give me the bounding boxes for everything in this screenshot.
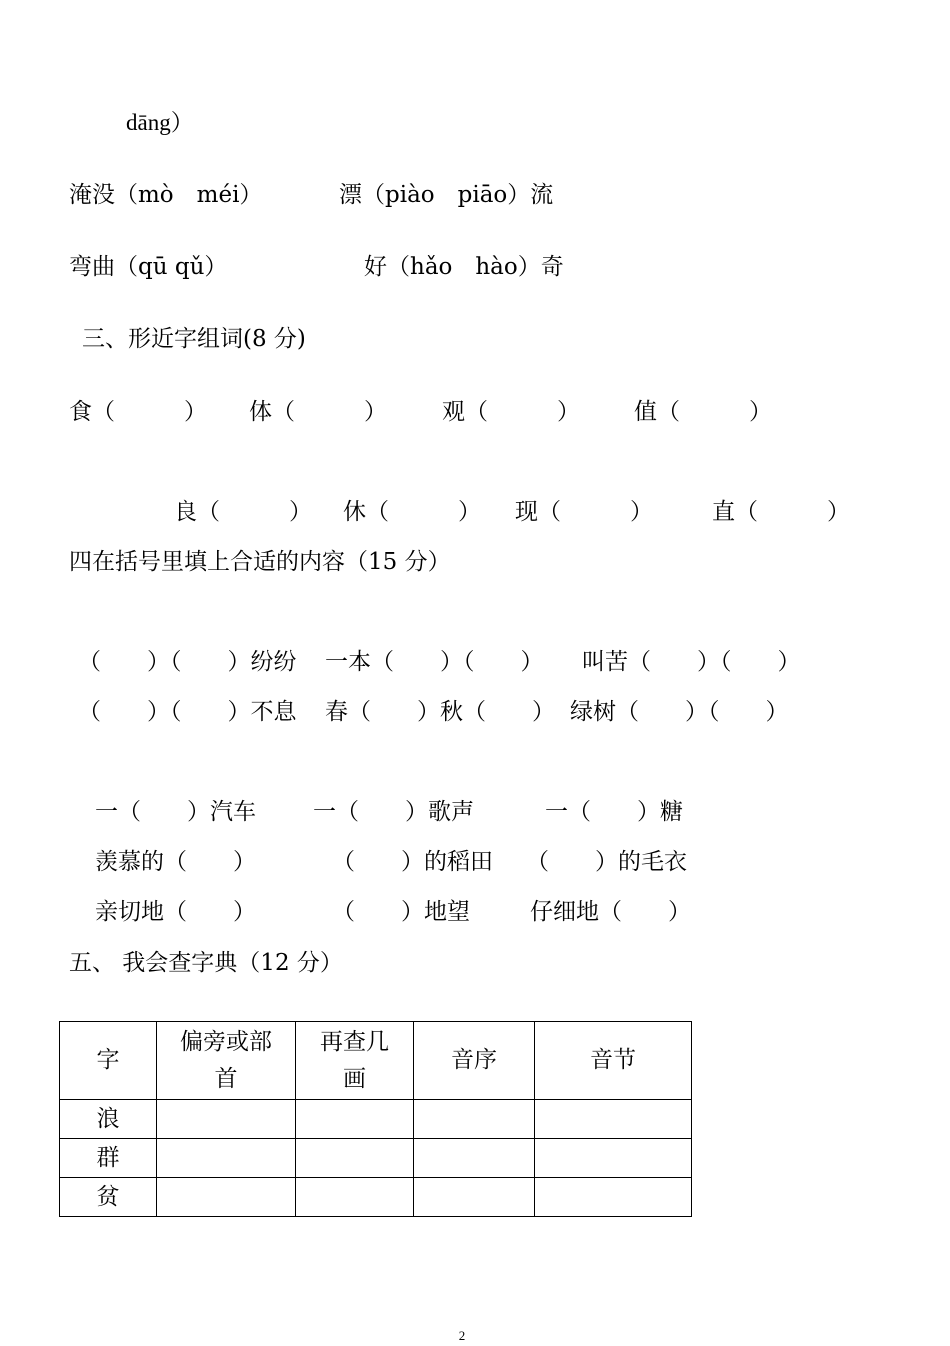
page-number: 2 xyxy=(458,1328,466,1343)
answer-cell[interactable] xyxy=(535,1139,692,1178)
char-cell: 群 xyxy=(60,1139,157,1178)
header-cell-strokes: 再查几画 xyxy=(296,1022,414,1100)
table-row xyxy=(60,1178,692,1217)
similar-word-item: 现（ ） xyxy=(515,499,653,525)
pinyin-item-yanmo: 淹没（mò méi） xyxy=(69,182,263,208)
answer-cell[interactable] xyxy=(535,1100,692,1139)
fill-item: 亲切地（ ） xyxy=(95,899,256,925)
section5-title: 五、 我会查字典（12 分） xyxy=(69,950,343,976)
fill-item: 叫苦（ ）（ ） xyxy=(582,649,801,675)
answer-cell[interactable] xyxy=(157,1178,296,1217)
fill-item: 一（ ）糖 xyxy=(545,799,683,825)
fill-item: 一（ ）歌声 xyxy=(313,799,474,825)
pinyin-item-haoqi: 好（hǎo hào）奇 xyxy=(364,254,564,280)
answer-cell[interactable] xyxy=(296,1178,414,1217)
header-cell-char: 字 xyxy=(60,1022,157,1100)
header-cell-syllable: 音节 xyxy=(535,1022,692,1100)
similar-word-item: 休（ ） xyxy=(343,499,481,525)
answer-cell[interactable] xyxy=(157,1139,296,1178)
header-cell-radical: 偏旁或部首 xyxy=(157,1022,296,1100)
fill-item: 一本（ ）（ ） xyxy=(325,649,544,675)
similar-word-item: 良（ ） xyxy=(174,499,312,525)
fill-item: （ ）（ ）不息 xyxy=(78,699,297,725)
fill-item: （ ）地望 xyxy=(332,899,470,925)
dictionary-table xyxy=(59,1021,692,1217)
answer-cell[interactable] xyxy=(296,1100,414,1139)
section4-title: 四在括号里填上合适的内容（15 分） xyxy=(69,549,451,575)
fill-item: 春（ ）秋（ ） xyxy=(325,699,555,725)
similar-word-item: 观（ ） xyxy=(442,399,580,425)
table-row xyxy=(60,1139,692,1178)
answer-cell[interactable] xyxy=(414,1100,535,1139)
fill-item: 羡慕的（ ） xyxy=(95,849,256,875)
answer-cell[interactable] xyxy=(296,1139,414,1178)
similar-word-item: 食（ ） xyxy=(69,399,207,425)
char-cell: 贫 xyxy=(60,1178,157,1217)
header-cell-initial: 音序 xyxy=(414,1022,535,1100)
char-cell: 浪 xyxy=(60,1100,157,1139)
fill-item: （ ）（ ）纷纷 xyxy=(78,649,297,675)
answer-cell[interactable] xyxy=(535,1178,692,1217)
answer-cell[interactable] xyxy=(414,1178,535,1217)
section3-title: 三、形近字组词(8 分) xyxy=(82,326,306,352)
pinyin-continued: dāng） xyxy=(126,110,194,135)
pinyin-item-piaoliu: 漂（piào piāo）流 xyxy=(339,182,554,208)
pinyin-item-wanqu: 弯曲（qū qǔ） xyxy=(69,254,228,280)
fill-item: （ ）的毛衣 xyxy=(526,849,687,875)
answer-cell[interactable] xyxy=(157,1100,296,1139)
similar-word-item: 体（ ） xyxy=(249,399,387,425)
similar-word-item: 直（ ） xyxy=(712,499,850,525)
table-header-row xyxy=(60,1022,692,1100)
fill-item: 一（ ）汽车 xyxy=(95,799,256,825)
answer-cell[interactable] xyxy=(414,1139,535,1178)
similar-word-item: 值（ ） xyxy=(634,399,772,425)
table-row xyxy=(60,1100,692,1139)
fill-item: 仔细地（ ） xyxy=(530,899,691,925)
fill-item: （ ）的稻田 xyxy=(332,849,493,875)
fill-item: 绿树（ ）（ ） xyxy=(570,699,789,725)
